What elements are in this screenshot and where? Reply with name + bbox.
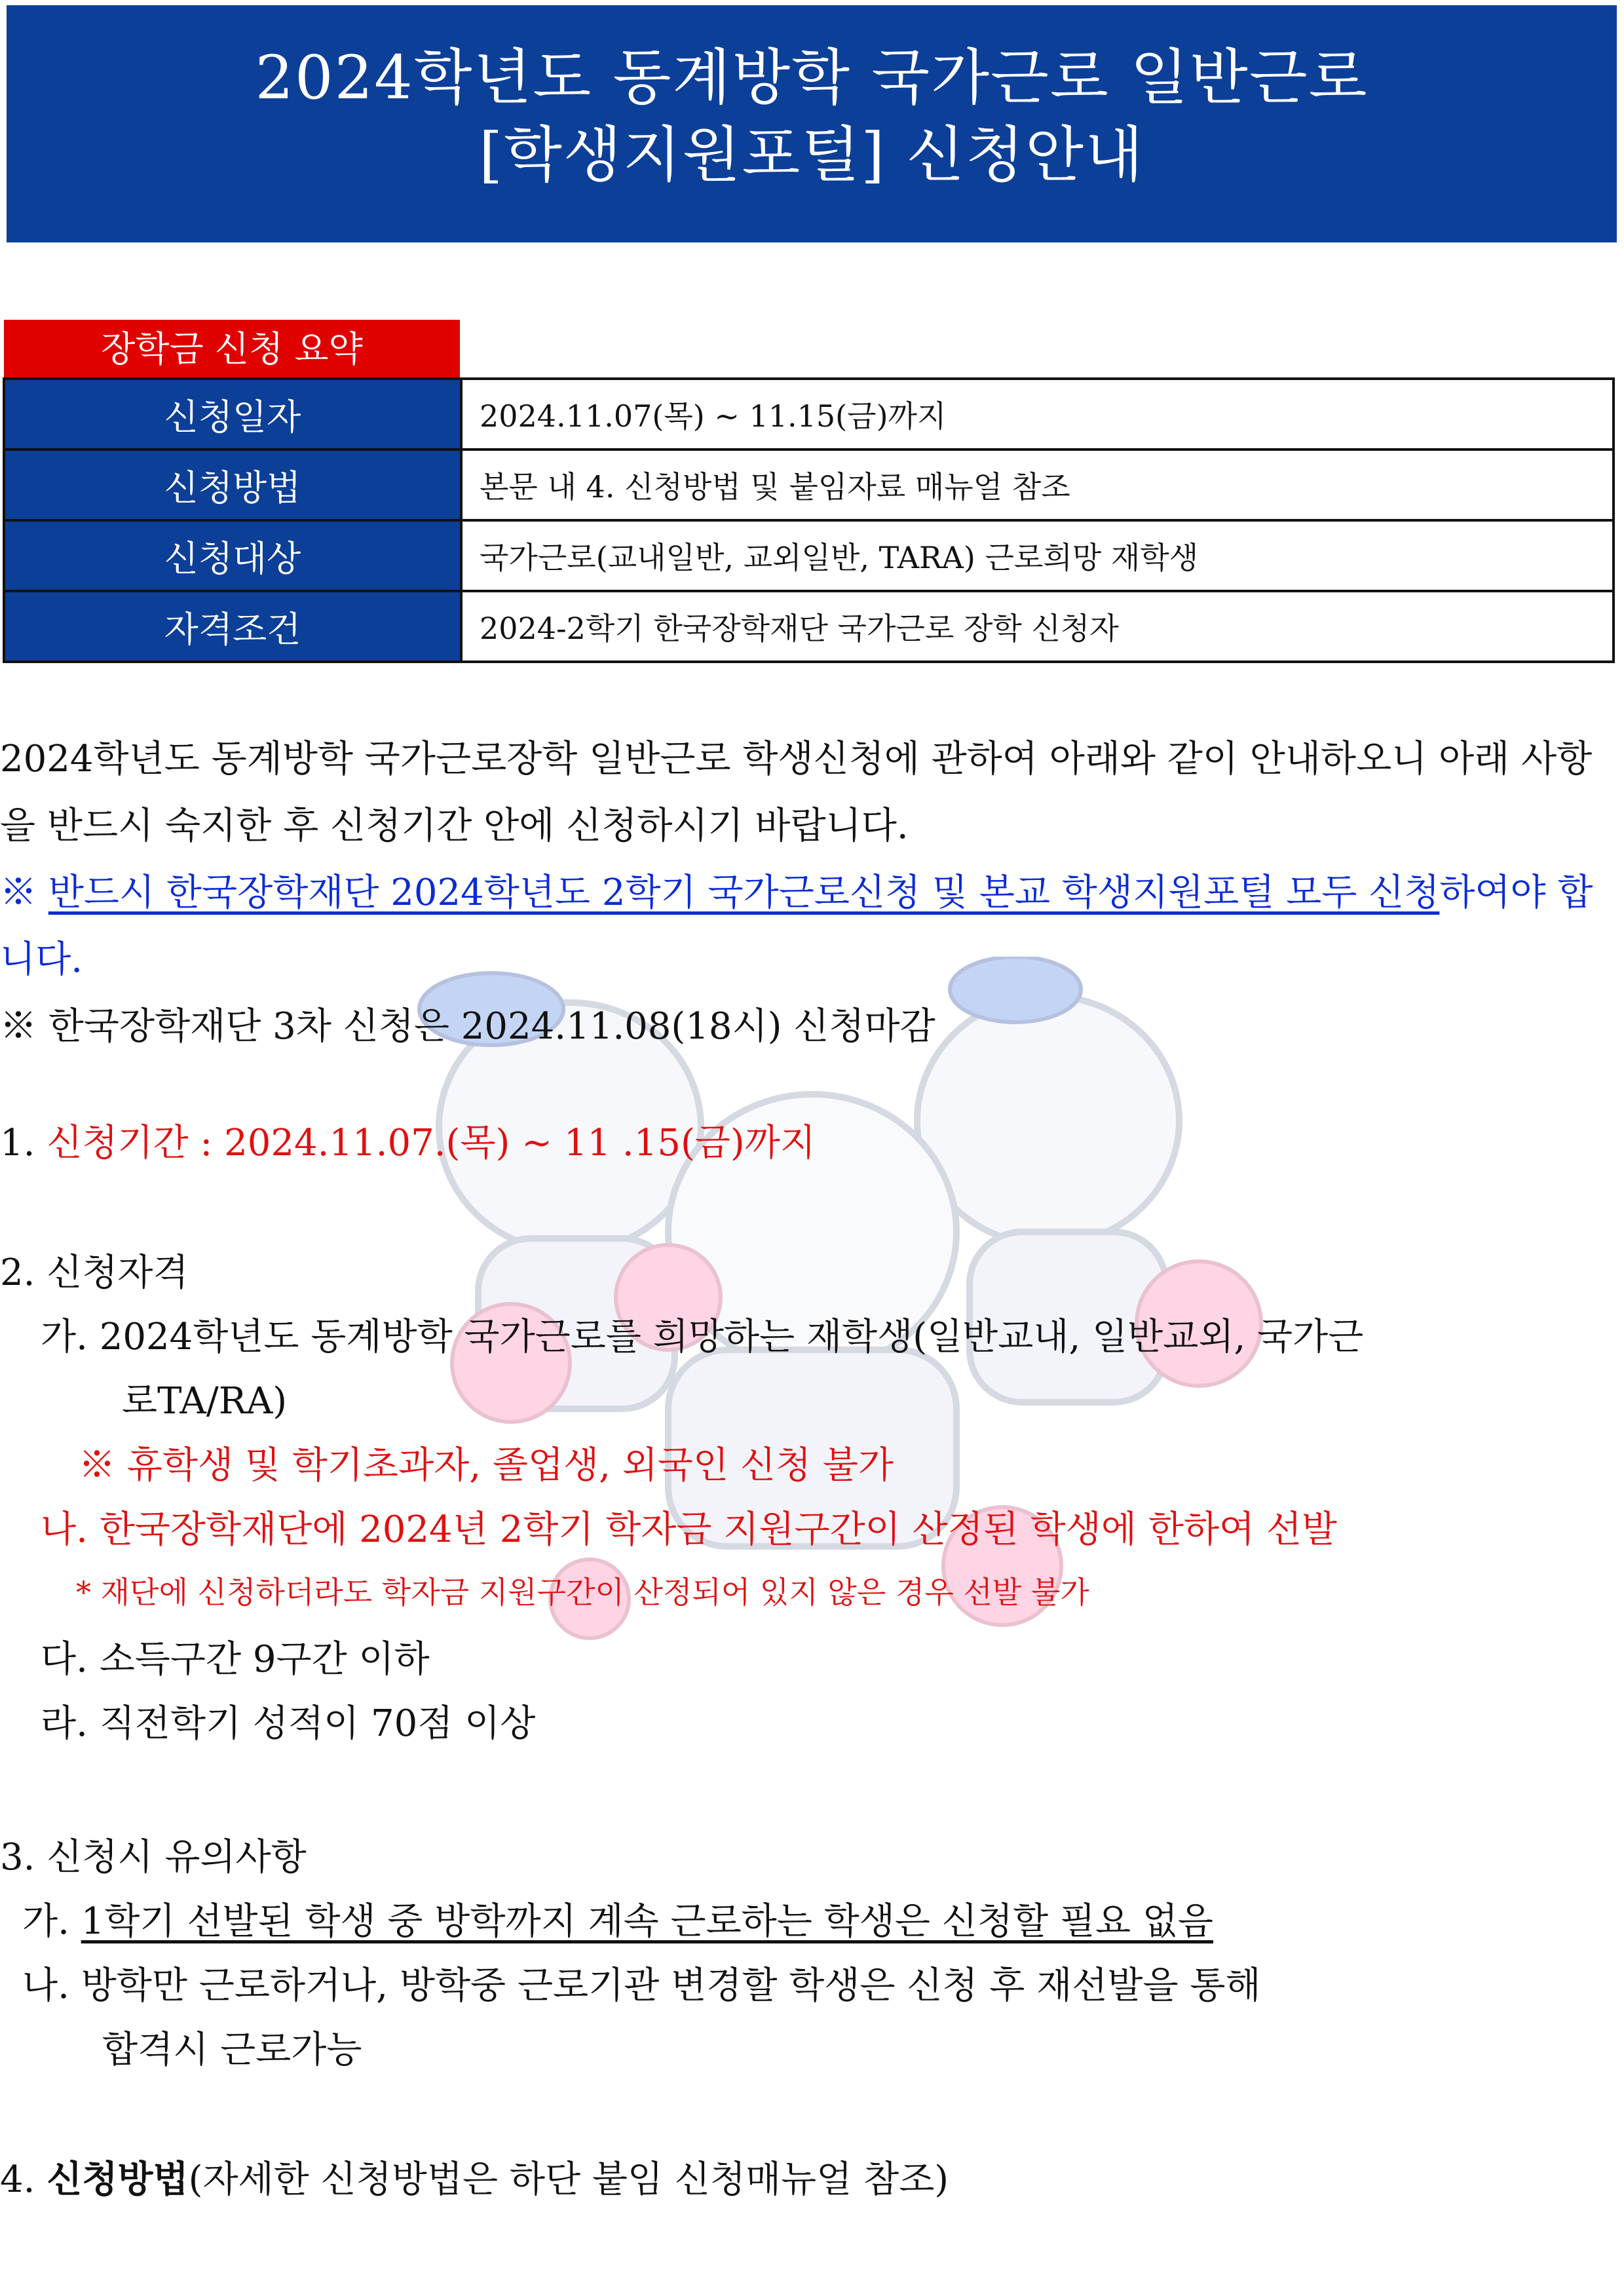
summary-label: 신청일자 xyxy=(4,379,461,450)
section-3-b-line-2: 합격시 근로가능 xyxy=(102,2029,362,2071)
title-line-2: [학생지원포털] 신청안내 xyxy=(479,120,1144,190)
section-2-d: 라. 직전학기 성적이 70점 이상 xyxy=(41,1702,536,1745)
table-row xyxy=(4,520,1614,591)
section-3-a-text: 1학기 선발된 학생 중 방학까지 계속 근로하는 학생은 신청할 필요 없음 xyxy=(81,1900,1214,1943)
intro-text: 2024학년도 동계방학 국가근로장학 일반근로 학생신청에 관하여 아래와 같이 안내하오니 아래 사항을 반드시 숙지한 후 신청기간 안에 신청하시기 바랍니다. xyxy=(0,738,1593,847)
intro-note-2: ※ 한국장학재단 3차 신청은 2024.11.08(18시) 신청마감 xyxy=(0,1005,935,1048)
section-2-a-line-2: 로TA/RA) xyxy=(122,1380,288,1423)
section-3-a xyxy=(22,1892,1213,1945)
table-row xyxy=(4,379,1614,450)
title-line-1: 2024학년도 동계방학 국가근로 일반근로 xyxy=(255,43,1369,113)
section-2-a-note: ※ 휴학생 및 학기초과자, 졸업생, 외국인 신청 불가 xyxy=(79,1444,894,1487)
section-3-b-line-1: 나. 방학만 근로하거나, 방학중 근로기관 변경할 학생은 신청 후 재선발을 통해 xyxy=(22,1964,1261,2007)
section-1-text: 신청기간 : 2024.11.07.(목) ~ 11 .15(금)까지 xyxy=(47,1122,816,1164)
summary-value: 국가근로(교내일반, 교외일반, TARA) 근로희망 재학생 xyxy=(461,520,1614,591)
summary-table xyxy=(3,377,1615,663)
table-row xyxy=(4,591,1614,662)
summary-label: 자격조건 xyxy=(4,591,461,662)
summary-value: 2024-2학기 한국장학재단 국가근로 장학 신청자 xyxy=(461,591,1614,662)
section-2-heading: 2. 신청자격 xyxy=(0,1252,189,1294)
section-2-b: 나. 한국장학재단에 2024년 2학기 학자금 지원구간이 산정된 학생에 한하여 선발 xyxy=(41,1508,1338,1551)
intro-paragraph xyxy=(0,726,1624,1060)
section-4-bold: 신청방법 xyxy=(47,2158,189,2201)
note-tail: 하여야 합니다. xyxy=(0,871,1593,981)
section-3-a-prefix: 가. xyxy=(22,1900,81,1943)
table-row xyxy=(4,450,1614,520)
note-link[interactable]: 반드시 한국장학재단 2024학년도 2학기 국가근로신청 및 본교 학생지원포털 모두 신청 xyxy=(48,871,1440,914)
section-2-a-line-1: 가. 2024학년도 동계방학 국가근로를 희망하는 재학생(일반교내, 일반교외, 국가근 xyxy=(41,1316,1364,1358)
section-4 xyxy=(0,2151,949,2203)
section-2-b-note: * 재단에 신청하더라도 학자금 지원구간이 산정되어 있지 않은 경우 선발 불가 xyxy=(76,1575,1089,1610)
summary-value: 2024.11.07(목) ~ 11.15(금)까지 xyxy=(461,379,1614,450)
section-3-heading: 3. 신청시 유의사항 xyxy=(0,1836,307,1879)
summary-tab: 장학금 신청 요약 xyxy=(4,320,460,379)
summary-label: 신청방법 xyxy=(4,450,461,520)
section-1-num: 1. xyxy=(0,1122,47,1164)
section-1 xyxy=(0,1114,816,1166)
note-mark: ※ xyxy=(0,871,48,914)
summary-label: 신청대상 xyxy=(4,520,461,591)
title-banner xyxy=(7,5,1617,242)
section-4-rest: (자세한 신청방법은 하단 붙임 신청매뉴얼 참조) xyxy=(188,2158,949,2201)
section-2-c: 다. 소득구간 9구간 이하 xyxy=(41,1638,430,1681)
intro-note-1 xyxy=(0,860,1624,993)
section-4-num: 4. xyxy=(0,2158,47,2201)
summary-value: 본문 내 4. 신청방법 및 붙임자료 매뉴얼 참조 xyxy=(461,450,1614,520)
